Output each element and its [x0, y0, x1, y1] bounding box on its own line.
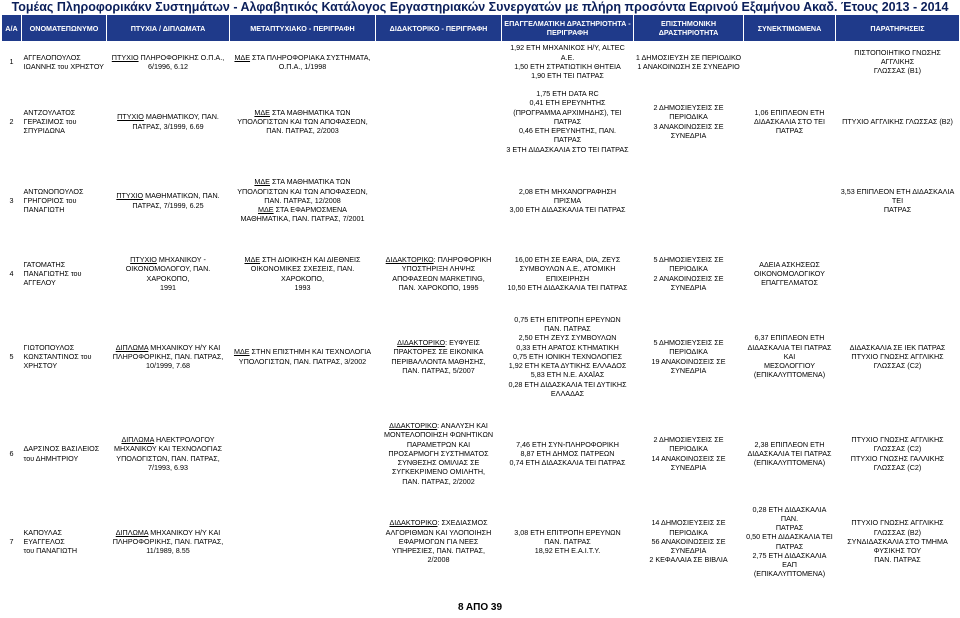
row-number: 7 — [9, 536, 14, 546]
table-row — [2, 82, 960, 162]
degree-line-type: ΔΙΠΛΩΜΑ — [115, 342, 149, 352]
notes-line: 3,53 ΕΠΙΠΛΕΟΝ ΕΤΗ ΔΙΔΑΣΚΑΛΙΑ ΤΕΙ — [840, 186, 955, 205]
scientific-cell — [634, 502, 744, 582]
scientific-line: 5 ΔΗΜΟΣΙΕΥΣΕΙΣ ΣΕ — [653, 338, 724, 348]
professional-line: ΣΥΜΒΟΥΛΩΝ Α.Ε., ΑΤΟΜΙΚΗ — [519, 264, 616, 274]
phd-line: ΕΦΑΡΜΟΓΩΝ ΓΙΑ ΝΕΕΣ — [398, 536, 479, 546]
masters-line: 1993 — [294, 282, 311, 292]
masters-cell — [230, 42, 376, 82]
masters-line-rest: ΣΤΗΝ ΕΠΙΣΤΗΜΗ ΚΑΙ ΤΕΧΝΟΛΟΓΙΑ — [249, 347, 372, 357]
scientific-line: ΠΕΡΙΟΔΙΚΑ — [669, 264, 708, 274]
professional-line: 2,50 ΕΤΗ ΖΕΥΣ ΣΥΜΒΟΥΛΩΝ — [518, 333, 617, 343]
name-cell — [22, 162, 107, 240]
name-line: ΠΑΝΑΓΙΩΤΗΣ του — [23, 268, 82, 278]
phd-line: ΣΥΓΚΕΚΡΙΜΕΝΟ ΟΜΙΛΗΤΗ, — [391, 467, 486, 477]
professional-cell — [502, 42, 634, 82]
degree-line-type: ΠΤΥΧΙΟ — [111, 52, 139, 62]
notes-line: ΠΑΤΡΑΣ — [883, 205, 912, 215]
supplementary-cell — [744, 406, 836, 502]
professional-line: 2,08 ΕΤΗ ΜΗΧΑΝΟΓΡΑΦΗΣΗ — [518, 186, 617, 196]
phd-line: ΥΠΟΣΤΗΡΙΞΗ ΛΗΨΗΣ — [401, 264, 476, 274]
scientific-line: ΣΥΝΕΔΡΙΑ — [670, 365, 707, 375]
notes-line: ΔΙΔΑΣΚΑΛΙΑ ΣΕ ΙΕΚ ΠΑΤΡΑΣ — [849, 342, 946, 352]
professional-line: 1,50 ΕΤΗ ΣΤΡΑΤΙΩΤΙΚΗ ΘΗΤΕΙΑ — [514, 61, 621, 71]
masters-line — [232, 108, 374, 117]
professional-line: ΕΠΙΧΕΙΡΗΣΗ — [545, 273, 590, 283]
name-line: ΓΡΗΓΟΡΙΟΣ του — [23, 195, 77, 205]
professional-line: 1,92 ΕΤΗ ΜΗΧΑΝΙΚΟΣ Η/Υ, ALTEC — [510, 43, 625, 53]
professional-line: 3 ΕΤΗ ΔΙΔΑΣΚΑΛΙΑ ΣΤΟ ΤΕΙ ΠΑΤΡΑΣ — [506, 144, 629, 154]
degree-cell — [107, 308, 230, 406]
phd-line — [378, 255, 500, 264]
scientific-line: ΣΥΝΕΔΡΙΑ — [670, 546, 707, 556]
row-number: 2 — [9, 116, 14, 126]
notes-line: ΓΛΩΣΣΑΣ (Β1) — [873, 66, 922, 76]
table-row — [2, 502, 960, 582]
phd-line: ΠΑΡΑΜΕΤΡΩΝ ΚΑΙ — [406, 439, 471, 449]
staff-table — [1, 14, 960, 582]
masters-line-rest: ΣΤΑ ΠΛΗΡΟΦΟΡΙΑΚΑ ΣΥΣΤΗΜΑΤΑ, — [250, 52, 371, 62]
phd-line: ΠΕΡΙΒΑΛΛΟΝΤΑ ΜΑΘΗΣΗΣ, — [391, 356, 486, 366]
supplementary-line: ΟΙΚΟΝΟΜΟΛΟΓΙΚΟΥ — [754, 268, 825, 278]
professional-line: 5,83 ΕΤΗ Ν.Ε. ΑΧΑΪΑΣ — [530, 370, 605, 380]
degree-line: ΠΑΤΡΑΣ, 3/1999, 6.69 — [132, 121, 204, 131]
professional-cell — [502, 502, 634, 582]
name-cell — [22, 240, 107, 308]
scientific-line: ΠΕΡΙΟΔΙΚΑ — [669, 527, 708, 537]
name-line: ΧΡΗΣΤΟΥ — [23, 361, 58, 371]
scientific-cell — [634, 82, 744, 162]
header-professional — [502, 15, 634, 42]
scientific-cell — [634, 42, 744, 82]
header-aa: Α/Α — [2, 15, 22, 42]
supplementary-line: ΑΔΕΙΑ ΑΣΚΗΣΕΩΣ — [759, 259, 820, 269]
name-cell — [22, 308, 107, 406]
masters-cell — [230, 406, 376, 502]
supplementary-line: 6,37 ΕΠΙΠΛΕΟΝ ΕΤΗ — [754, 333, 825, 343]
professional-line: ΠΑΤΡΑΣ — [553, 116, 582, 126]
masters-line-rest: ΣΤΗ ΔΙΟΙΚΗΣΗ ΚΑΙ ΔΙΕΘΝΕΙΣ — [260, 255, 361, 265]
supplementary-line: ΔΙΔΑΣΚΑΛΙΑ ΣΤΟ ΤΕΙ ΠΑΤΡΑΣ — [754, 116, 825, 136]
scientific-line: ΠΕΡΙΟΔΙΚΑ — [669, 347, 708, 357]
notes-line: ΠΑΝ. ΠΑΤΡΑΣ — [874, 555, 921, 565]
phd-line-type: ΔΙΔΑΚΤΟΡΙΚΟ — [385, 255, 434, 265]
phd-cell — [376, 406, 502, 502]
header-phd: ΔΙΔΑΚΤΟΡΙΚΟ - ΠΕΡΙΓΡΑΦΗ — [376, 15, 502, 42]
scientific-line: 2 ΑΝΑΚΟΙΝΩΣΕΙΣ ΣΕ ΣΥΝΕΔΡΙΑ — [653, 273, 724, 292]
degree-line — [109, 435, 228, 444]
professional-line: ΠΡΙΣΜΑ — [553, 195, 582, 205]
degree-line — [109, 53, 228, 62]
professional-line: ΠΑΝ. ΠΑΤΡΑΣ — [544, 536, 591, 546]
degree-line-type: ΔΙΠΛΩΜΑ — [115, 527, 149, 537]
professional-line: 7,46 ΕΤΗ ΣΥΝ-ΠΛΗΡΟΦΟΡΙΚΗ — [516, 439, 619, 449]
header-scientific — [634, 15, 744, 42]
degree-line: 1991 — [160, 282, 176, 292]
phd-cell — [376, 162, 502, 240]
masters-line-type: ΜΔΕ — [254, 177, 270, 187]
phd-line: ΑΛΓΟΡΙΘΜΩΝ ΚΑΙ ΥΛΟΠΟΙΗΣΗ — [385, 527, 492, 537]
scientific-cell — [634, 240, 744, 308]
masters-line-type: ΜΔΕ — [233, 347, 250, 357]
degree-line-rest: ΠΛΗΡΟΦΟΡΙΚΗΣ Ο.Π.Α., — [138, 52, 225, 62]
professional-line: 10,50 ΕΤΗ ΔΙΔΑΣΚΑΛΙΑ ΤΕΙ ΠΑΤΡΑΣ — [507, 282, 628, 292]
professional-line: (ΠΡΟΓΡΑΜΜΑ ΑΡΧΙΜΗΔΗΣ), ΤΕΙ — [513, 107, 622, 117]
header-masters: ΜΕΤΑΠΤΥΧΙΑΚΟ - ΠΕΡΙΓΡΑΦΗ — [230, 15, 376, 42]
scientific-line: 2 ΚΕΦΑΛΑΙΑ ΣΕ ΒΙΒΛΙΑ — [649, 555, 728, 565]
supplementary-line: 2,75 ΕΤΗ ΔΙΔΑΣΚΑΛΙΑ ΕΑΠ — [752, 550, 827, 569]
phd-line: 2/2008 — [427, 555, 450, 565]
professional-cell — [502, 240, 634, 308]
scientific-line: 19 ΑΝΑΚΟΙΝΩΣΕΙΣ ΣΕ — [651, 356, 726, 366]
masters-line — [232, 53, 374, 62]
header-professional-line: ΕΠΑΓΓΕΛΜΑΤΙΚΗ ΔΡΑΣΤΗΡΙΟΤΗΤΑ - — [504, 19, 631, 28]
masters-line: ΠΑΝ. ΠΑΤΡΑΣ, 2/2003 — [266, 126, 339, 136]
supplementary-cell — [744, 240, 836, 308]
degree-cell — [107, 502, 230, 582]
notes-cell — [836, 240, 960, 308]
degree-cell — [107, 406, 230, 502]
notes-cell — [836, 42, 960, 82]
phd-line: ΠΡΑΚΤΟΡΕΣ ΣΕ ΕΙΚΟΝΙΚΑ — [393, 347, 484, 357]
phd-cell — [376, 308, 502, 406]
notes-line: ΠΤΥΧΙΟ ΓΝΩΣΗΣ ΓΑΛΛΙΚΗΣ ΓΛΩΣΣΑΣ (C2) — [850, 453, 945, 472]
name-cell — [22, 82, 107, 162]
supplementary-cell — [744, 308, 836, 406]
degree-cell — [107, 240, 230, 308]
professional-line: 1,92 ΕΤΗ ΚΕΤΑ ΔΥΤΙΚΗΣ ΕΛΛΑΔΟΣ — [508, 361, 627, 371]
supplementary-line: ΕΠΑΓΓΕΛΜΑΤΟΣ — [761, 278, 818, 288]
phd-line: ΠΡΟΣΑΡΜΟΓΗ ΣΥΣΤΗΜΑΤΟΣ — [388, 448, 489, 458]
masters-line — [232, 177, 374, 186]
scientific-cell — [634, 308, 744, 406]
supplementary-line: ΜΕΣΟΛΟΓΓΙΟΥ — [764, 361, 815, 371]
supplementary-line: (ΕΠΙΚΑΛΥΠΤΟΜΕΝΑ) — [753, 458, 826, 468]
row-number: 3 — [9, 195, 14, 205]
degree-line: ΠΛΗΡΟΦΟΡΙΚΗΣ, ΠΑΝ. ΠΑΤΡΑΣ, — [112, 536, 224, 546]
professional-line: 0,33 ΕΤΗ ΑΡΑΤΟΣ ΚΤΗΜΑΤΙΚΗ — [516, 342, 619, 352]
degree-line: ΥΠΟΛΟΓΙΣΤΩΝ, ΠΑΝ. ΠΑΤΡΑΣ, — [116, 453, 220, 463]
masters-line-type: ΜΔΕ — [258, 205, 274, 215]
notes-line: ΠΤΥΧΙΟ ΓΝΩΣΗΣ ΑΓΓΛΙΚΗΣ ΓΛΩΣΣΑΣ (C2) — [851, 351, 944, 371]
scientific-cell — [634, 162, 744, 240]
degree-line — [109, 191, 228, 200]
phd-line — [378, 518, 500, 527]
document-title: Τομέας Πληροφορικάκν Συστημάτων - Αλφαβητικός Κατάλογος Εργαστηριακών Συνεργατών με πλήρη προσόντα Εαρινού Εξαμήνου Ακαδ. Έτους 2013 - 2014 — [11, 0, 949, 14]
professional-cell — [502, 82, 634, 162]
notes-cell — [836, 406, 960, 502]
masters-line: ΟΙΚΟΝΟΜΙΚΕΣ ΣΧΕΣΕΙΣ, ΠΑΝ. ΧΑΡΟΚΟΠΟ, — [250, 264, 355, 283]
phd-cell — [376, 240, 502, 308]
professional-line: 0,46 ΕΤΗ ΕΡΕΥΝΗΤΗΣ, ΠΑΝ. — [518, 126, 617, 136]
phd-line — [378, 338, 500, 347]
notes-line: ΣΥΝΔΙΔΑΣΚΑΛΙΑ ΣΤΟ ΤΜΗΜΑ ΦΥΣΙΚΗΣ ΤΟΥ — [847, 536, 948, 556]
supplementary-line: ΔΙΔΑΣΚΑΛΙΑ ΤΕΙ ΠΑΤΡΑΣ ΚΑΙ — [747, 342, 832, 361]
phd-cell — [376, 42, 502, 82]
professional-line: ΠΑΤΡΑΣ — [553, 135, 582, 145]
phd-line-rest: : ΣΧΕΔΙΑΣΜΟΣ — [437, 518, 488, 528]
phd-line: ΥΠΗΡΕΣΙΕΣ, ΠΑΝ. ΠΑΤΡΑΣ, — [392, 546, 485, 556]
masters-line-rest: ΣΤΑ ΜΑΘΗΜΑΤΙΚΑ ΤΩΝ — [269, 107, 351, 117]
name-line: ΓΕΡΑΣΙΜΟΣ του — [23, 116, 77, 126]
professional-line: 3,08 ΕΤΗ ΕΠΙΤΡΟΠΗ ΕΡΕΥΝΩΝ — [514, 527, 621, 537]
scientific-line: 56 ΑΝΑΚΟΙΝΩΣΕΙΣ ΣΕ — [651, 536, 726, 546]
scientific-line: 5 ΔΗΜΟΣΙΕΥΣΕΙΣ ΣΕ — [653, 255, 724, 265]
row-number: 6 — [9, 448, 14, 458]
phd-line: ΣΥΝΘΕΣΗΣ ΟΜΙΛΙΑΣ ΣΕ — [397, 458, 480, 468]
supplementary-cell — [744, 42, 836, 82]
phd-line-type: ΔΙΔΑΚΤΟΡΙΚΟ — [397, 338, 446, 348]
name-line: ΑΓΓΕΛΟΥ — [23, 278, 56, 288]
degree-line: ΜΗΧΑΝΙΚΟΥ ΚΑΙ ΤΕΧΝΟΛΟΓΙΑΣ — [113, 444, 223, 454]
supplementary-line: 0,50 ΕΤΗ ΔΙΔΑΣΚΑΛΙΑ ΤΕΙ — [746, 532, 833, 542]
name-line: ΑΝΤΖΟΥΛΑΤΟΣ — [23, 107, 76, 117]
name-line: ΠΑΝΑΓΙΩΤΗ — [23, 205, 65, 215]
masters-line-type: ΜΔΕ — [254, 107, 270, 117]
supplementary-line: (ΕΠΙΚΑΛΥΠΤΟΜΕΝΑ) — [753, 569, 826, 579]
name-line: ΓΑΤΟΜΑΤΗΣ — [23, 259, 66, 269]
name-cell — [22, 406, 107, 502]
professional-cell — [502, 162, 634, 240]
notes-cell — [836, 502, 960, 582]
degree-line — [109, 112, 228, 121]
header-notes: ΠΑΡΑΤΗΡΗΣΕΙΣ — [836, 15, 960, 42]
professional-line: ΠΑΝ. ΠΑΤΡΑΣ — [544, 324, 591, 334]
degree-line-type: ΠΤΥΧΙΟ — [130, 255, 157, 265]
phd-line-rest: : ΕΥΦΥΕΙΣ — [445, 338, 480, 348]
phd-line-type: ΔΙΔΑΚΤΟΡΙΚΟ — [389, 518, 438, 528]
degree-line-rest: ΜΑΘΗΜΑΤΙΚΟΥ, ΠΑΝ. — [143, 112, 219, 122]
table-row — [2, 406, 960, 502]
degree-line-type: ΠΤΥΧΙΟ — [116, 191, 144, 201]
notes-cell — [836, 308, 960, 406]
notes-line: ΠΙΣΤΟΠΟΙΗΤΙΚΟ ΓΝΩΣΗΣ ΑΓΓΛΙΚΗΣ — [854, 47, 941, 67]
degree-line — [109, 343, 228, 352]
row-number: 1 — [9, 57, 14, 67]
header-professional-line: ΠΕΡΙΓΡΑΦΗ — [546, 28, 589, 37]
professional-line: 0,75 ΕΤΗ ΕΠΙΤΡΟΠΗ ΕΡΕΥΝΩΝ — [514, 315, 621, 325]
degree-line: ΠΑΤΡΑΣ, 7/1999, 6.25 — [132, 200, 204, 210]
scientific-line: 3 ΑΝΑΚΟΙΝΩΣΕΙΣ ΣΕ ΣΥΝΕΔΡΙΑ — [653, 121, 724, 140]
table-row — [2, 240, 960, 308]
degree-line-rest: ΗΛΕΚΤΡΟΛΟΓΟΥ — [153, 435, 215, 445]
masters-line — [232, 205, 374, 214]
phd-line-rest: : ΠΛΗΡΟΦΟΡΙΚΗ — [433, 255, 492, 265]
phd-cell — [376, 502, 502, 582]
professional-line: 8,87 ΕΤΗ ΔΗΜΟΣ ΠΑΤΡΕΩΝ — [520, 448, 615, 458]
masters-cell — [230, 502, 376, 582]
masters-line: ΥΠΟΛΟΓΙΣΤΩΝ ΚΑΙ ΤΩΝ ΑΠΟΦΑΣΕΩΝ, — [237, 186, 368, 196]
supplementary-cell — [744, 502, 836, 582]
scientific-cell — [634, 406, 744, 502]
scientific-line: 2 ΔΗΜΟΣΙΕΥΣΕΙΣ ΣΕ — [653, 103, 724, 113]
supplementary-line: 0,28 ΕΤΗ ΔΙΔΑΣΚΑΛΙΑ ΠΑΝ. — [752, 504, 827, 523]
phd-line: ΠΑΝ. ΠΑΤΡΑΣ, 2/2002 — [402, 476, 475, 486]
supplementary-line: ΔΙΔΑΣΚΑΛΙΑ ΤΕΙ ΠΑΤΡΑΣ — [747, 448, 832, 458]
name-line: του ΠΑΝΑΓΙΩΤΗ — [23, 546, 78, 556]
phd-line-type: ΔΙΔΑΚΤΟΡΙΚΟ — [389, 421, 438, 431]
notes-cell — [836, 82, 960, 162]
professional-line: 18,92 ΕΤΗ Ε.Α.Ι.Τ.Υ. — [534, 546, 601, 556]
degree-line — [109, 255, 228, 264]
professional-line: 16,00 ΕΤΗ ΣΕ EARA, DIA, ΖΕΥΣ — [514, 255, 621, 265]
table-row — [2, 308, 960, 406]
masters-line: ΥΠΟΛΟΓΙΣΤΩΝ, ΠΑΝ. ΠΑΤΡΑΣ, 3/2002 — [238, 356, 367, 366]
degree-line: 11/1989, 8.55 — [146, 546, 190, 556]
masters-line: ΜΑΘΗΜΑΤΙΚΑ, ΠΑΝ. ΠΑΤΡΑΣ, 7/2001 — [240, 214, 365, 224]
scientific-line: 14 ΑΝΑΚΟΙΝΩΣΕΙΣ ΣΕ — [651, 453, 726, 463]
supplementary-line: (ΕΠΙΚΑΛΥΠΤΟΜΕΝΑ) — [753, 370, 826, 380]
phd-line: ΠΑΝ. ΧΑΡΟΚΟΠΟ, 1995 — [398, 282, 479, 292]
degree-line-rest: ΜΗΧΑΝΙΚΟΥ Η/Υ ΚΑΙ — [148, 527, 221, 537]
professional-line: 0,75 ΕΤΗ ΙΟΝΙΚΗ ΤΕΧΝΟΛΟΓΙΕΣ — [512, 351, 623, 361]
table-body — [2, 42, 960, 582]
name-line: του ΔΗΜΗΤΡΙΟΥ — [23, 453, 79, 463]
degree-cell — [107, 82, 230, 162]
masters-line: ΠΑΝ. ΠΑΤΡΑΣ, 12/2008 — [264, 195, 341, 205]
professional-line: Α.Ε. — [560, 52, 575, 62]
degree-line — [109, 528, 228, 537]
professional-cell — [502, 308, 634, 406]
scientific-line: 1 ΑΝΑΚΟΙΝΩΣΗ ΣΕ ΣΥΝΕΔΡΙΟ — [637, 61, 740, 71]
name-cell — [22, 42, 107, 82]
scientific-line: 2 ΔΗΜΟΣΙΕΥΣΕΙΣ ΣΕ — [653, 435, 724, 445]
scientific-line: ΠΕΡΙΟΔΙΚΑ — [669, 112, 708, 122]
table-row — [2, 162, 960, 240]
professional-line: ΕΛΛΑΔΑΣ — [550, 388, 585, 398]
header-row — [2, 15, 960, 42]
masters-cell — [230, 162, 376, 240]
degree-line-type: ΠΤΥΧΙΟ — [117, 112, 144, 122]
masters-line — [232, 255, 374, 264]
masters-line-rest: ΣΤΑ ΕΦΑΡΜΟΣΜΕΝΑ — [273, 205, 347, 215]
name-line: ΑΝΤΩΝΟΠΟΥΛΟΣ — [23, 186, 84, 196]
supplementary-line: ΠΑΤΡΑΣ — [775, 541, 804, 551]
row-number: 4 — [9, 268, 14, 278]
degree-line-rest: ΜΑΘΗΜΑΤΙΚΩΝ, ΠΑΝ. — [143, 191, 220, 201]
page-number: 8 ΑΠΟ 39 — [457, 602, 503, 613]
masters-line-type: ΜΔΕ — [234, 52, 251, 62]
name-line: ΑΓΓΕΛΟΠΟΥΛΟΣ — [23, 52, 81, 62]
professional-line: 0,28 ΕΤΗ ΔΙΔΑΣΚΑΛΙΑ ΤΕΙ ΔΥΤΙΚΗΣ — [508, 379, 627, 389]
professional-line: 1,90 ΕΤΗ ΤΕΙ ΠΑΤΡΑΣ — [531, 70, 604, 80]
header-supplementary: ΣΥΝΕΚΤΙΜΩΜΕΝΑ — [744, 15, 836, 42]
degree-line: 7/1993, 6.93 — [148, 462, 188, 472]
degree-cell — [107, 162, 230, 240]
name-cell — [22, 502, 107, 582]
scientific-line: ΣΥΝΕΔΡΙΑ — [670, 462, 707, 472]
professional-cell — [502, 406, 634, 502]
notes-line: ΠΤΥΧΙΟ ΓΝΩΣΗΣ ΑΓΓΛΙΚΗΣ ΓΛΩΣΣΑΣ (Β2) — [851, 518, 944, 537]
masters-cell — [230, 308, 376, 406]
name-line: ΓΙΩΤΟΠΟΥΛΟΣ — [23, 342, 75, 352]
degree-line-type: ΔΙΠΛΩΜΑ — [121, 435, 154, 445]
phd-line — [378, 421, 500, 430]
notes-line: ΠΤΥΧΙΟ ΑΓΓΛΙΚΗΣ ΓΛΩΣΣΑΣ (Β2) — [842, 116, 953, 126]
supplementary-line: 2,38 ΕΠΙΠΛΕΟΝ ΕΤΗ — [754, 439, 825, 449]
name-line: ΔΑΡΣΙΝΟΣ ΒΑΣΙΛΕΙΟΣ — [23, 444, 100, 454]
masters-line-rest: ΣΤΑ ΜΑΘΗΜΑΤΙΚΑ ΤΩΝ — [269, 177, 351, 187]
masters-cell — [230, 240, 376, 308]
scientific-line: ΠΕΡΙΟΔΙΚΑ — [669, 444, 708, 454]
supplementary-cell — [744, 162, 836, 240]
name-line: ΚΩΝΣΤΑΝΤΙΝΟΣ του — [23, 351, 92, 361]
row-number: 5 — [9, 351, 14, 361]
professional-line: 0,41 ΕΤΗ ΕΡΕΥΝΗΤΗΣ — [529, 98, 606, 108]
header-degree: ΠΤΥΧΙΑ / ΔΙΠΛΩΜΑΤΑ — [107, 15, 230, 42]
masters-line — [232, 347, 374, 356]
degree-line-rest: ΜΗΧΑΝΙΚΟΥ - — [156, 255, 206, 265]
supplementary-line: ΠΑΤΡΑΣ — [775, 523, 804, 533]
professional-line: 3,00 ΕΤΗ ΔΙΔΑΣΚΑΛΙΑ ΤΕΙ ΠΑΤΡΑΣ — [509, 205, 626, 215]
professional-line: 0,74 ΕΤΗ ΔΙΔΑΣΚΑΛΙΑ ΤΕΙ ΠΑΤΡΑΣ — [509, 458, 626, 468]
degree-line: 6/1996, 6.12 — [148, 61, 188, 71]
degree-line: 10/1999, 7.68 — [146, 361, 190, 371]
scientific-line: 1 ΔΗΜΟΣΙΕΥΣΗ ΣΕ ΠΕΡΙΟΔΙΚΟ — [635, 52, 742, 62]
supplementary-line: 1,06 ΕΠΙΠΛΕΟΝ ΕΤΗ — [754, 107, 825, 117]
name-line: ΣΠΥΡΙΔΩΝΑ — [23, 126, 65, 136]
professional-line: 1,75 ΕΤΗ DATA RC — [536, 89, 599, 99]
supplementary-cell — [744, 82, 836, 162]
notes-line: ΠΤΥΧΙΟ ΓΝΩΣΗΣ ΑΓΓΛΙΚΗΣ ΓΛΩΣΣΑΣ (C2) — [851, 435, 944, 454]
header-name: ΟΝΟΜΑΤΕΠΩΝΥΜΟ — [22, 15, 107, 42]
phd-line-rest: : ΑΝΑΛΥΣΗ ΚΑΙ — [437, 421, 488, 431]
phd-line: ΠΑΝ. ΠΑΤΡΑΣ, 5/2007 — [402, 365, 475, 375]
masters-line: ΥΠΟΛΟΓΙΣΤΩΝ ΚΑΙ ΤΩΝ ΑΠΟΦΑΣΕΩΝ, — [237, 116, 368, 126]
scientific-line: 14 ΔΗΜΟΣΙΕΥΣΕΙΣ ΣΕ — [651, 518, 726, 528]
table-row — [2, 42, 960, 82]
degree-line: ΟΙΚΟΝΟΜΟΛΟΓΟΥ, ΠΑΝ. ΧΑΡΟΚΟΠΟ, — [125, 264, 211, 283]
degree-cell — [107, 42, 230, 82]
masters-line-type: ΜΔΕ — [244, 255, 261, 265]
phd-line: ΜΟΝΤΕΛΟΠΟΙΗΣΗ ΦΩΝΗΤΙΚΩΝ — [383, 430, 494, 440]
masters-cell — [230, 82, 376, 162]
phd-cell — [376, 82, 502, 162]
header-scientific-line: ΕΠΙΣΤΗΜΟΝΙΚΗ — [660, 19, 717, 28]
degree-line: ΠΛΗΡΟΦΟΡΙΚΗΣ, ΠΑΝ. ΠΑΤΡΑΣ, — [112, 351, 224, 361]
masters-line: Ο.Π.Α., 1/1998 — [278, 61, 327, 71]
name-line: ΙΩΑΝΝΗΣ του ΧΡΗΣΤΟΥ — [23, 61, 104, 71]
header-scientific-line: ΔΡΑΣΤΗΡΙΟΤΗΤΑ — [658, 28, 719, 37]
degree-line-rest: ΜΗΧΑΝΙΚΟΥ Η/Υ ΚΑΙ — [148, 342, 221, 352]
notes-cell — [836, 162, 960, 240]
name-line: ΚΑΠΟΥΛΑΣ ΕΥΑΓΓΕΛΟΣ — [23, 527, 65, 546]
phd-line: ΑΠΟΦΑΣΕΩΝ MARKETING, — [392, 273, 485, 283]
